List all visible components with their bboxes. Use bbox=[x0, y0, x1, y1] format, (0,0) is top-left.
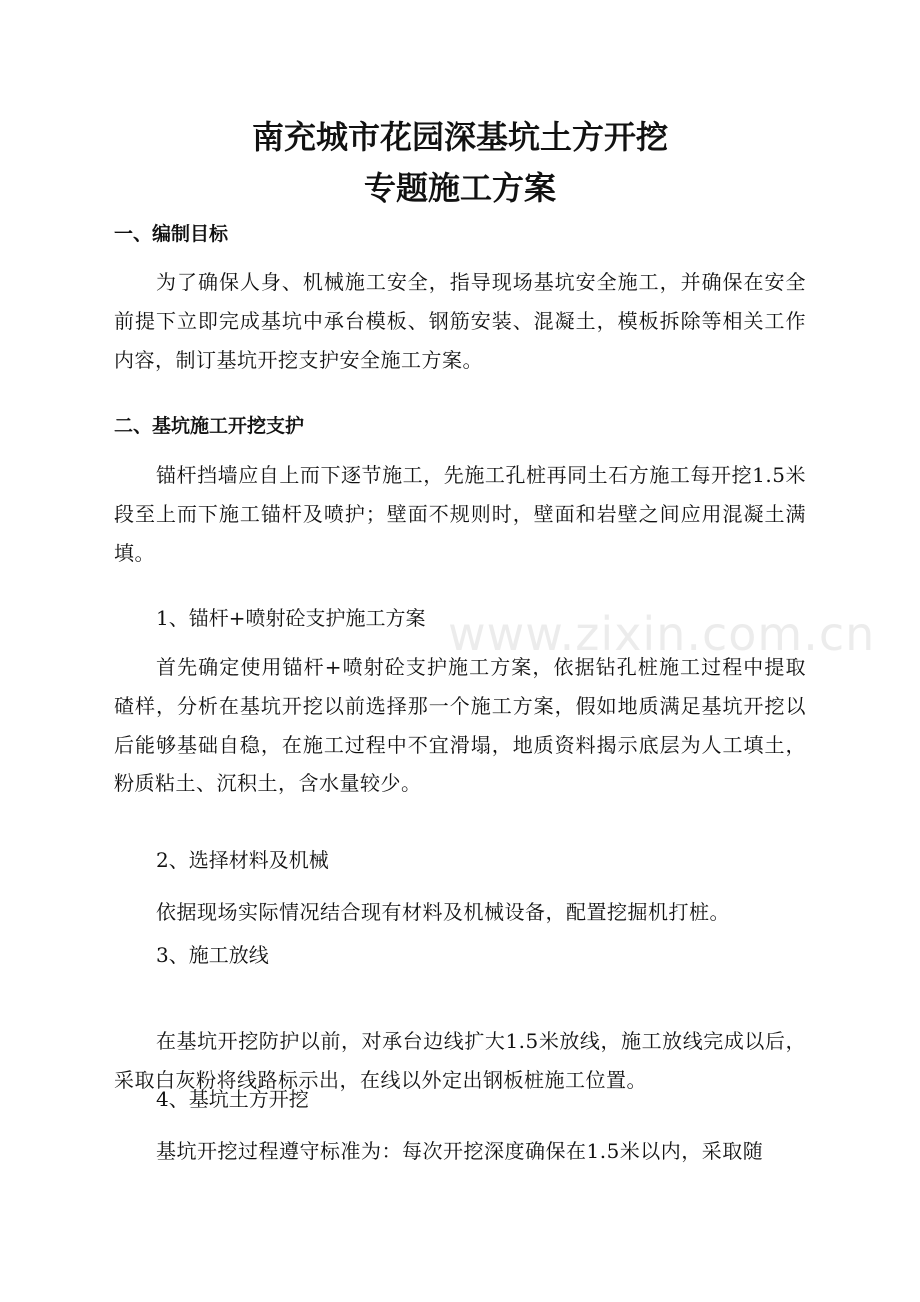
subsection-title-anchor-shotcrete: 1、锚杆+喷射砼支护施工方案 bbox=[156, 606, 426, 630]
section-paragraph-objective: 为了确保人身、机械施工安全，指导现场基坑安全施工，并确保在安全前提下立即完成基坑中承台模板、钢筋安装、混凝土，模板拆除等相关工作内容，制订基坑开挖支护安全施工方案。 bbox=[114, 270, 806, 372]
subsection-title-setting-out: 3、施工放线 bbox=[156, 943, 269, 967]
section-heading-objective: 一、编制目标 bbox=[114, 223, 229, 245]
subsection-paragraph-earthwork-excavation: 基坑开挖过程遵守标准为：每次开挖深度确保在1.5米以内，采取随 bbox=[156, 1139, 764, 1163]
subsection-title-earthwork-excavation: 4、基坑土方开挖 bbox=[156, 1087, 309, 1111]
subsection-title-materials-machinery: 2、选择材料及机械 bbox=[156, 848, 329, 872]
subsection-paragraph-anchor-shotcrete: 首先确定使用锚杆+喷射砼支护施工方案，依据钻孔桩施工过程中提取碴样，分析在基坑开挖以前选择那一个施工方案，假如地质满足基坑开挖以后能够基础自稳，在施工过程中不宜滑塌，地质资料揭示底层为人工填土，粉质粘土、沉积土，含水量较少。 bbox=[114, 655, 806, 796]
document-title-line1: 南充城市花园深基坑土方开挖 bbox=[251, 118, 668, 156]
watermark: www.zixin.com.cn bbox=[448, 607, 876, 661]
document-title-line2: 专题施工方案 bbox=[363, 169, 556, 207]
subsection-paragraph-setting-out: 在基坑开挖防护以前，对承台边线扩大1.5米放线，施工放线完成以后，采取白灰粉将线路标示出，在线以外定出钢板桩施工位置。 bbox=[114, 1029, 806, 1092]
section-paragraph-excavation-support: 锚杆挡墙应自上而下逐节施工，先施工孔桩再同土石方施工每开挖1.5米段至上而下施工锚杆及喷护；壁面不规则时，壁面和岩壁之间应用混凝土满填。 bbox=[114, 463, 806, 565]
section-heading-excavation-support: 二、基坑施工开挖支护 bbox=[114, 415, 305, 437]
subsection-paragraph-materials-machinery: 依据现场实际情况结合现有材料及机械设备，配置挖掘机打桩。 bbox=[156, 900, 730, 924]
